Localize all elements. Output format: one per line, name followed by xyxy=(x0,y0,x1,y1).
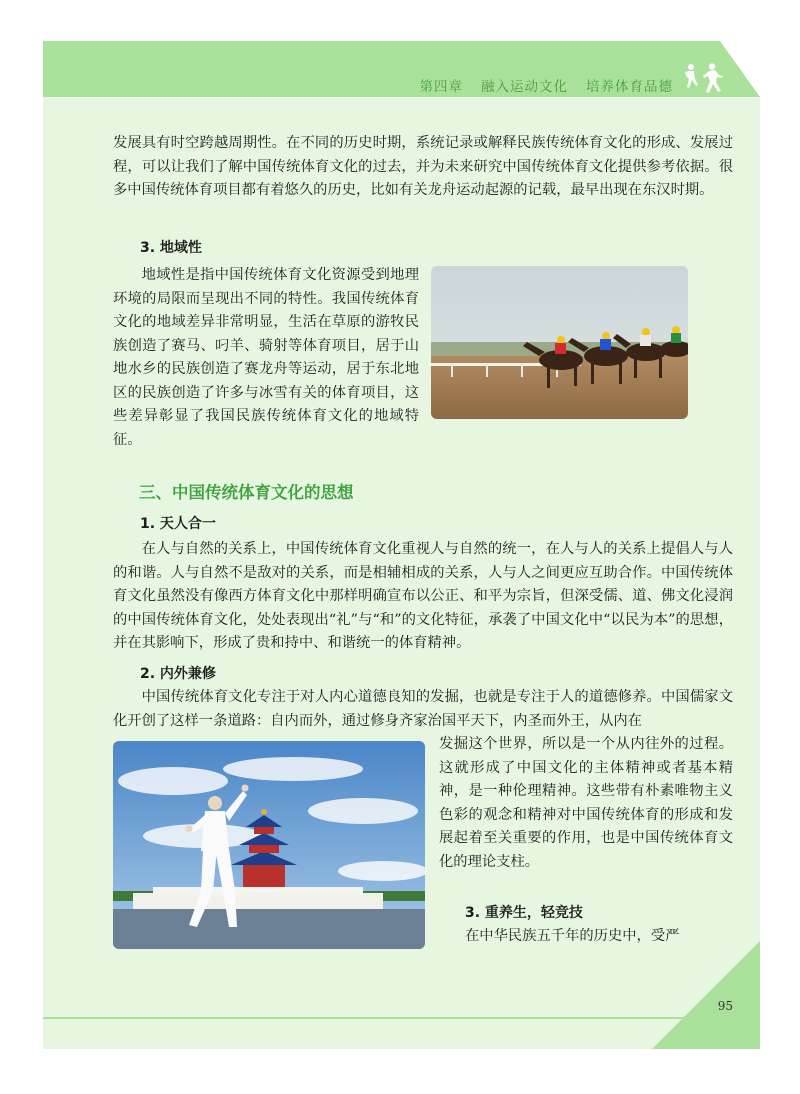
paragraph-harmony: 在人与自然的关系上，中国传统体育文化重视人与自然的统一，在人与人的关系上提倡人与人的和谐。人与自然不是敌对的关系，而是相辅相成的关系，人与人之间更应互助合作。中国传统体育文化虽然没有像西方体育文化中那样明确宣布以公正、和平为宗旨，但深受儒、道、佛文化浸润的中国传统体育文化，处处表现出“礼”与“和”的文化特征，承袭了中国文化中“以民为本”的思想，并在其影响下，形成了贵和持中、和谐统一的体育精神。 xyxy=(113,541,733,651)
chapter-title-part2: 培养体育品德 xyxy=(586,79,673,95)
runner-icon xyxy=(681,63,725,97)
header-corner-cut xyxy=(720,41,760,97)
paragraph-inner-rest: 发掘这个世界，所以是一个从内往外的过程。这就形成了中国文化的主体精神或者基本精神，是一种伦理精神。这些带有朴素唯物主义色彩的观念和精神对中国传统体育的形成和发展起着至关重要的作用，也是中国传统体育文化的理论支柱。 xyxy=(439,736,733,870)
paragraph-health: 在中华民族五千年的历史中，受严 xyxy=(465,928,680,944)
subheading-health: 3. 重养生，轻竞技 xyxy=(465,905,583,921)
taichi-temple-of-heaven-photo xyxy=(113,741,425,949)
horse-racing-photo xyxy=(431,266,688,419)
paragraph-intro: 发展具有时空跨越周期性。在不同的历史时期，系统记录或解释民族传统体育文化的形成、发展过程，可以让我们了解中国传统体育文化的过去，并为未来研究中国传统体育文化提供参考依据。很多中国传统体育项目都有着悠久的历史，比如有关龙舟运动起源的记载，最早出现在东汉时期。 xyxy=(113,135,733,198)
chapter-title-part1: 融入运动文化 xyxy=(481,79,568,95)
book-page xyxy=(43,41,760,1049)
chapter-header xyxy=(43,75,673,95)
section-heading-thought: 三、中国传统体育文化的思想 xyxy=(139,483,354,502)
subheading-regional: 3. 地域性 xyxy=(140,240,202,256)
paragraph-inner-top: 中国传统体育文化专注于对人内心道德良知的发掘，也就是专注于人的道德修养。中国儒家文化开创了这样一条道路：自内而外，通过修身齐家治国平天下，内圣而外王，从内在 xyxy=(113,689,733,729)
subheading-inner-outer: 2. 内外兼修 xyxy=(140,666,216,682)
chapter-number: 第四章 xyxy=(419,79,463,95)
paragraph-regional: 地域性是指中国传统体育文化资源受到地理环境的局限而呈现出不同的特性。我国传统体育文化的地域差异非常明显，生活在草原的游牧民族创造了赛马、叼羊、骑射等体育项目，居于山地水乡的民族创造了赛龙舟等运动，居于东北地区的民族创造了许多与冰雪有关的体育项目，这些差异彰显了我国民族传统体育文化的地域特征。 xyxy=(113,267,419,448)
subheading-harmony: 1. 天人合一 xyxy=(140,516,216,532)
page-number: 95 xyxy=(717,999,733,1013)
footer-corner-triangle xyxy=(652,941,760,1049)
